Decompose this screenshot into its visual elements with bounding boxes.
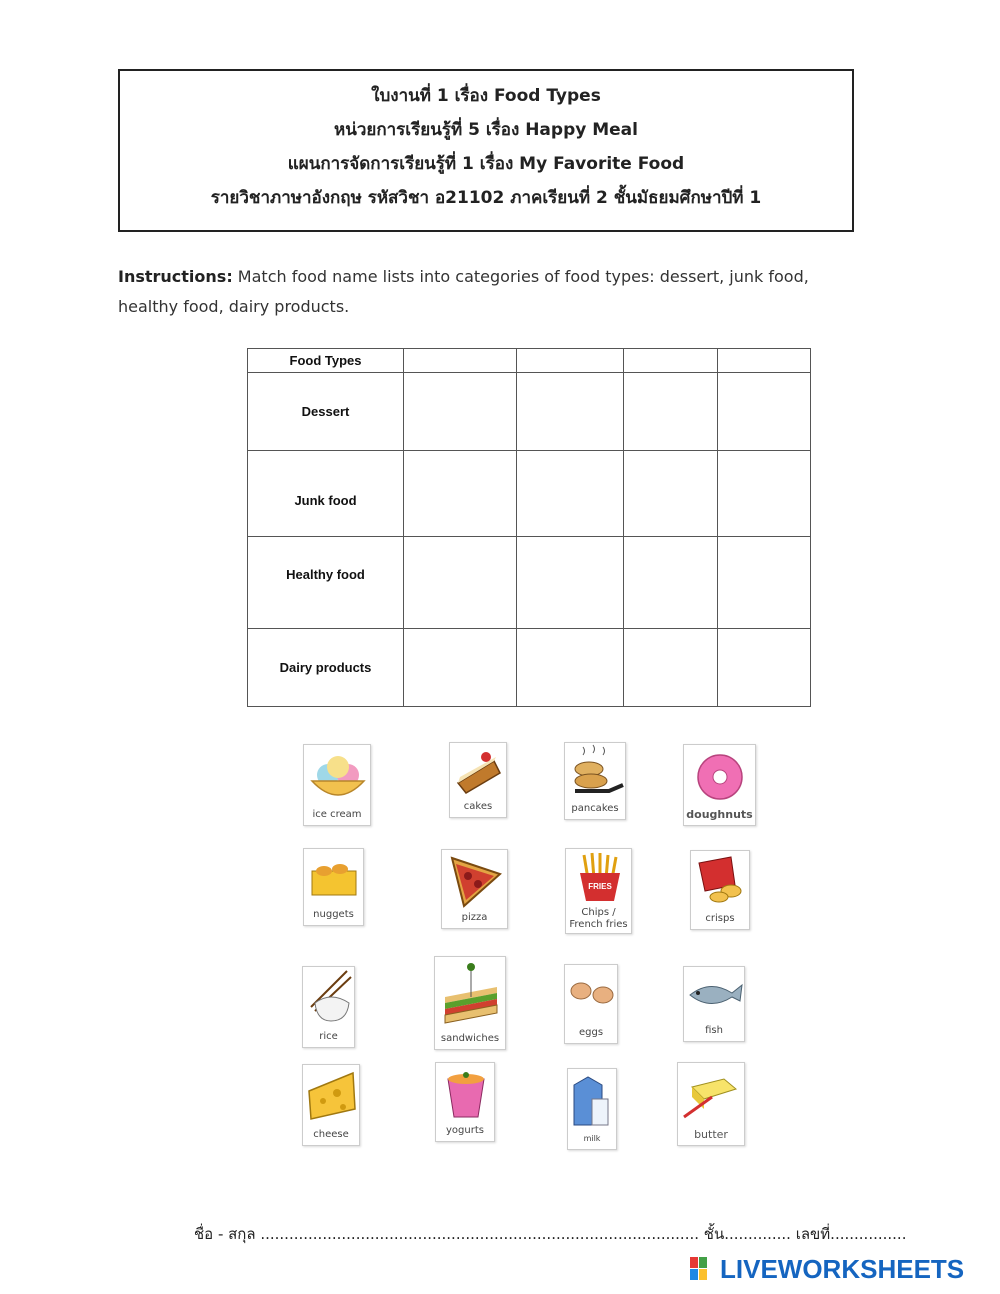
card-label: milk (583, 1134, 601, 1143)
logo-mark-icon (690, 1257, 716, 1281)
drop-cell[interactable] (718, 537, 811, 629)
card-label: Chips / French fries (569, 907, 628, 930)
card-label: butter (694, 1128, 728, 1141)
worksheet-header (118, 69, 854, 232)
food-card-sandwiches[interactable] (434, 956, 506, 1050)
student-info-line: ชื่อ - สกุล ............................................................................................ ชั้น.............. เลขที่................ (194, 1225, 907, 1243)
drop-cell[interactable] (624, 349, 718, 373)
card-label: pancakes (571, 803, 619, 814)
food-card-ice-cream[interactable] (303, 744, 371, 826)
drop-cell[interactable] (624, 451, 718, 537)
instructions-text: Match food name lists into categories of food types: dessert, junk food, healthy food, dairy products. (118, 267, 809, 316)
food-card-fries[interactable] (565, 848, 632, 934)
drop-cell[interactable] (517, 451, 624, 537)
drop-cell[interactable] (517, 349, 624, 373)
logo-text: LIVEWORKSHEETS (720, 1253, 965, 1284)
food-card-butter[interactable] (677, 1062, 745, 1146)
butter-icon (678, 1063, 746, 1125)
crisps-icon (691, 851, 751, 909)
drop-cell[interactable] (624, 629, 718, 707)
drop-cell[interactable] (624, 373, 718, 451)
pancakes-icon (565, 743, 627, 803)
food-card-eggs[interactable] (564, 964, 618, 1044)
drop-cell[interactable] (517, 537, 624, 629)
card-label: cakes (463, 801, 493, 812)
drop-cell[interactable] (624, 537, 718, 629)
ice-cream-icon (304, 745, 372, 809)
instructions (118, 262, 858, 322)
table-header-food-types: Food Types (248, 349, 404, 373)
eggs-icon (565, 965, 619, 1023)
food-card-cakes[interactable] (449, 742, 507, 818)
drop-cell[interactable] (404, 451, 517, 537)
drop-cell[interactable] (404, 373, 517, 451)
header-line-4: รายวิชาภาษาอังกฤษ รหัสวิชา อ21102 ภาคเรียนที่ 2 ชั้นมัธยมศึกษาปีที่ 1 (210, 188, 762, 208)
drop-cell[interactable] (718, 349, 811, 373)
sandwich-icon (435, 957, 507, 1031)
card-label: rice (319, 1031, 338, 1042)
food-card-yogurts[interactable] (435, 1062, 495, 1142)
card-label: eggs (578, 1027, 604, 1038)
fries-badge: FRIES (588, 882, 612, 891)
card-label: fish (705, 1025, 723, 1036)
rice-icon (303, 967, 356, 1029)
drop-cell[interactable] (404, 629, 517, 707)
card-label: doughnuts (686, 808, 753, 821)
card-label: crisps (705, 913, 735, 924)
drop-cell[interactable] (517, 629, 624, 707)
milk-icon (568, 1069, 618, 1135)
card-label: cheese (313, 1129, 349, 1140)
card-label: yogurts (446, 1125, 484, 1136)
table-row-healthy-food (248, 537, 811, 629)
row-label-healthy-food: Healthy food (248, 537, 404, 629)
table-row-junk-food (248, 451, 811, 537)
food-card-pizza[interactable] (441, 849, 508, 929)
drop-cell[interactable] (517, 373, 624, 451)
doughnut-icon (684, 745, 757, 807)
card-label: nuggets (313, 909, 354, 920)
yogurt-icon (436, 1063, 496, 1123)
drop-cell[interactable] (718, 451, 811, 537)
header-line-2: หน่วยการเรียนรู้ที่ 5 เรื่อง Happy Meal (334, 120, 638, 140)
food-card-doughnuts[interactable] (683, 744, 756, 826)
drop-cell[interactable] (718, 629, 811, 707)
header-line-3: แผนการจัดการเรียนรู้ที่ 1 เรื่อง My Favorite Food (287, 154, 685, 174)
food-card-crisps[interactable] (690, 850, 750, 930)
header-line-1: ใบงานที่ 1 เรื่อง Food Types (371, 86, 601, 106)
table-row-dairy-products (248, 629, 811, 707)
nuggets-icon (304, 849, 365, 905)
row-label-dairy-products: Dairy products (248, 629, 404, 707)
drop-cell[interactable] (404, 537, 517, 629)
pizza-icon (442, 850, 509, 910)
food-card-cheese[interactable] (302, 1064, 360, 1146)
table-header-row (248, 349, 811, 373)
card-label: pizza (461, 912, 488, 923)
liveworksheets-logo (690, 1254, 964, 1284)
drop-cell[interactable] (404, 349, 517, 373)
food-card-pancakes[interactable] (564, 742, 626, 820)
food-card-nuggets[interactable] (303, 848, 364, 926)
food-types-table (247, 348, 811, 707)
food-card-fish[interactable] (683, 966, 745, 1042)
card-label: sandwiches (440, 1033, 500, 1044)
cheese-icon (303, 1065, 361, 1127)
food-card-milk[interactable] (567, 1068, 617, 1150)
fish-icon (684, 967, 746, 1023)
food-card-rice[interactable] (302, 966, 355, 1048)
instructions-label: Instructions: (118, 267, 233, 286)
table-row-dessert (248, 373, 811, 451)
fries-icon (566, 849, 633, 903)
row-label-junk-food: Junk food (248, 451, 404, 537)
card-label: ice cream (312, 809, 362, 820)
cake-icon (450, 743, 508, 801)
drop-cell[interactable] (718, 373, 811, 451)
row-label-dessert: Dessert (248, 373, 404, 451)
